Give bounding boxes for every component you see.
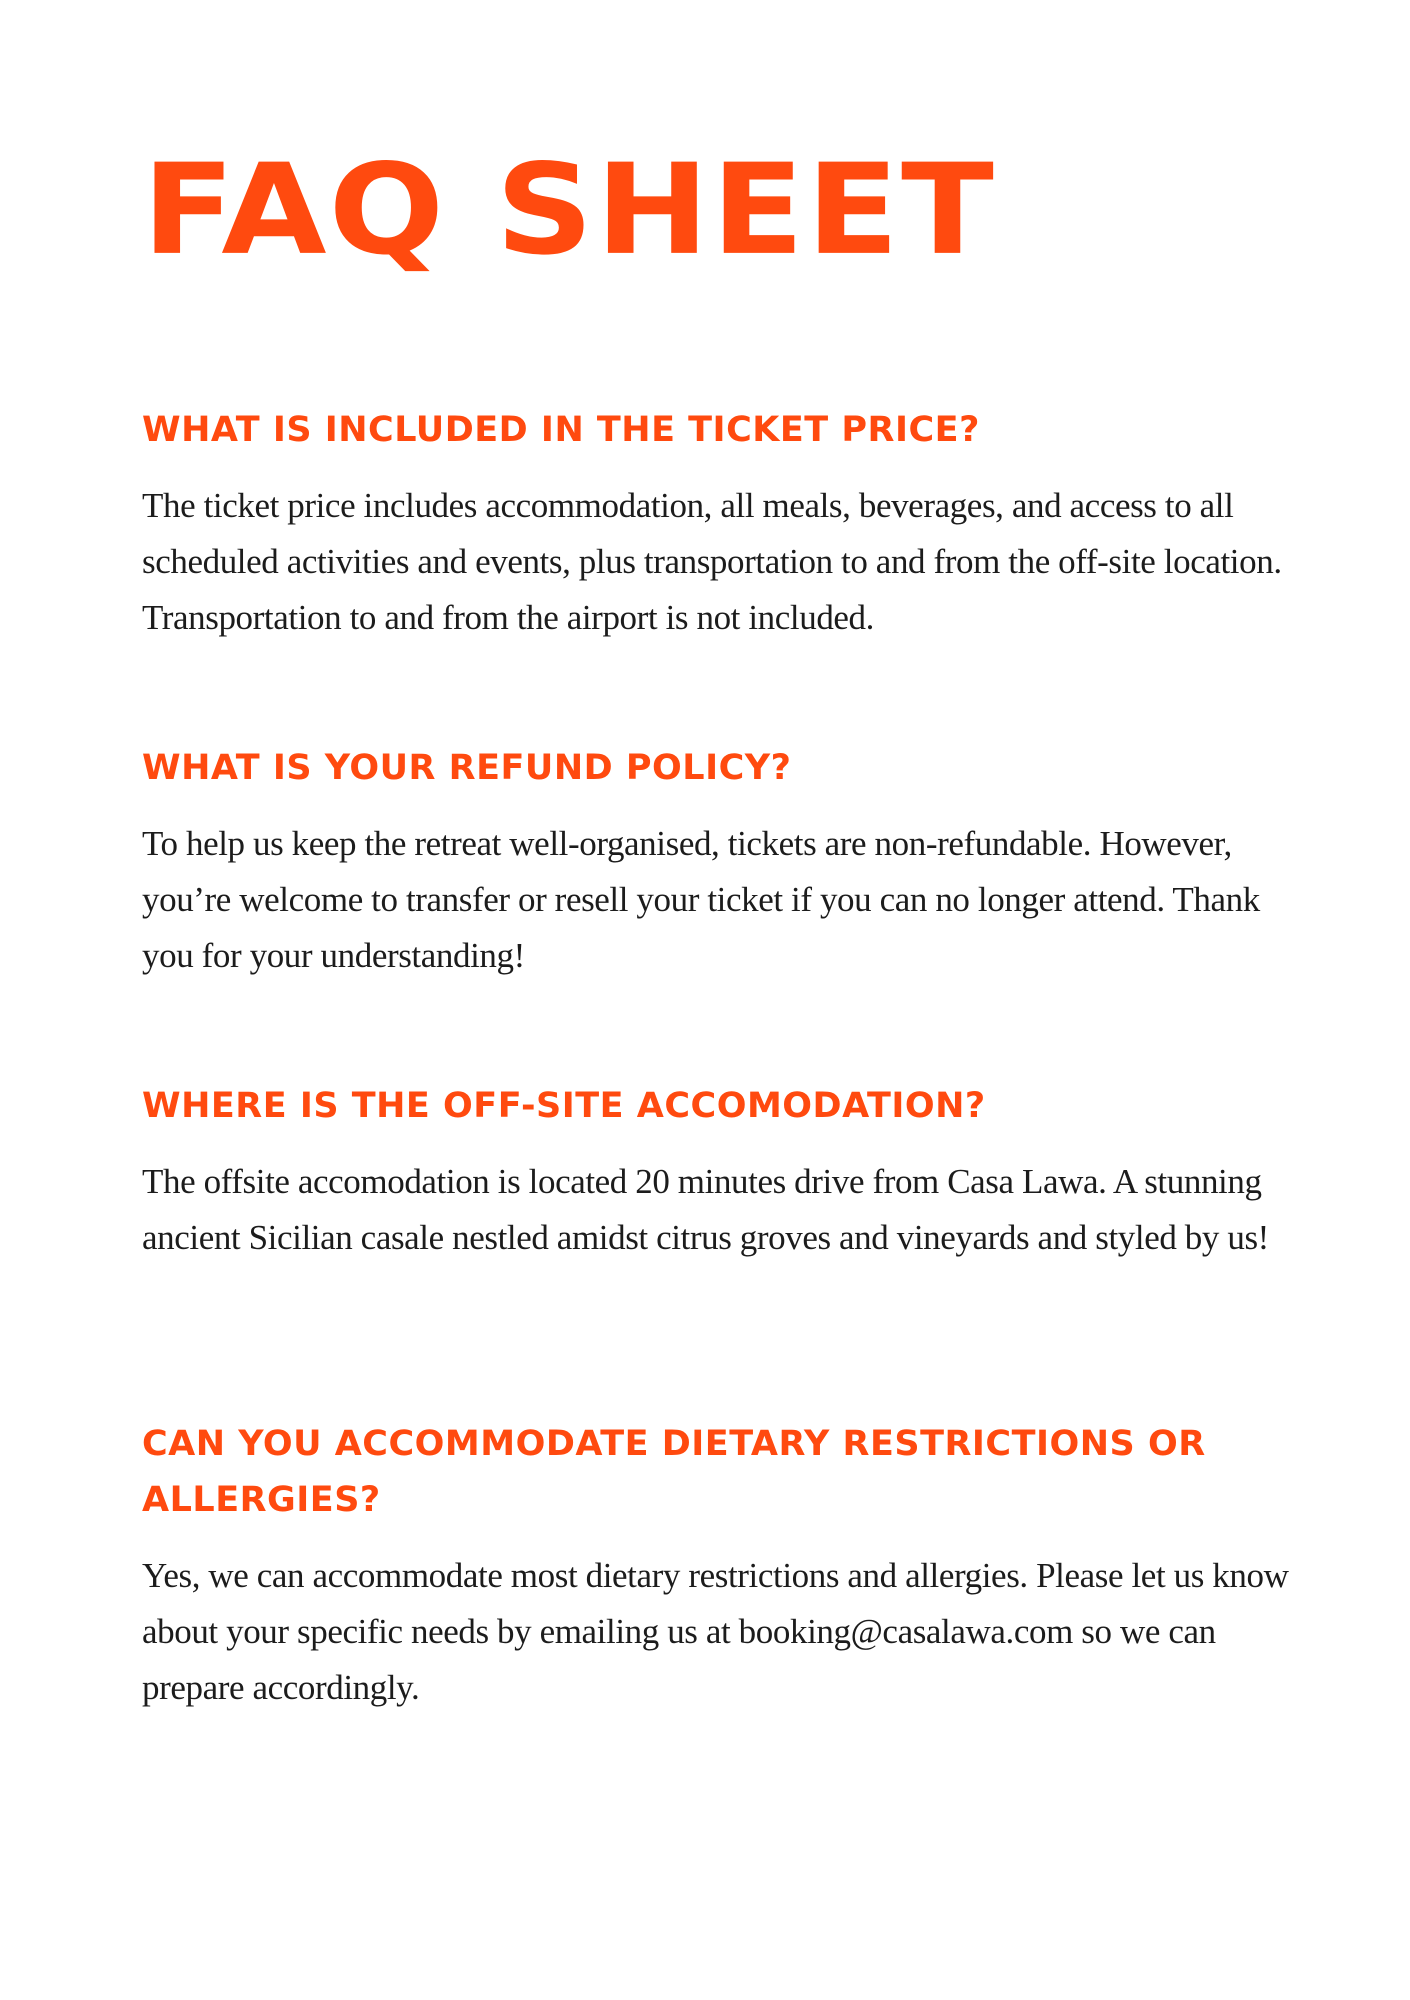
- faq-item: [142, 402, 1292, 646]
- faq-answer: The ticket price includes accommodation, all meals, beverages, and access to all scheduled activities and events, plus transportation to and from the off-site location. Transportation to and from the airport is not included.: [142, 486, 1282, 637]
- faq-page: [142, 0, 1292, 2000]
- faq-question: WHAT IS YOUR REFUND POLICY?: [142, 748, 792, 788]
- page-title: FAQ SHEET: [142, 137, 996, 284]
- faq-answer: Yes, we can accommodate most dietary restrictions and allergies. Please let us know about your specific needs by emailing us at booking@casalawa.com so we can prepare accordingly.: [142, 1556, 1289, 1707]
- faq-question: WHAT IS INCLUDED IN THE TICKET PRICE?: [142, 410, 980, 450]
- faq-answer: To help us keep the retreat well-organised, tickets are non-refundable. However, you’re welcome to transfer or resell your ticket if you can no longer attend. Thank you for your understanding!: [142, 824, 1260, 975]
- faq-item: [142, 1078, 1292, 1266]
- faq-item: [142, 740, 1292, 984]
- faq-question: CAN YOU ACCOMMODATE DIETARY RESTRICTIONS OR ALLERGIES?: [142, 1424, 1206, 1520]
- faq-question: WHERE IS THE OFF-SITE ACCOMODATION?: [142, 1086, 986, 1126]
- faq-answer: The offsite accomodation is located 20 minutes drive from Casa Lawa. A stunning ancient Sicilian casale nestled amidst citrus groves and vineyards and styled by us!: [142, 1162, 1269, 1257]
- faq-item: [142, 1416, 1292, 1716]
